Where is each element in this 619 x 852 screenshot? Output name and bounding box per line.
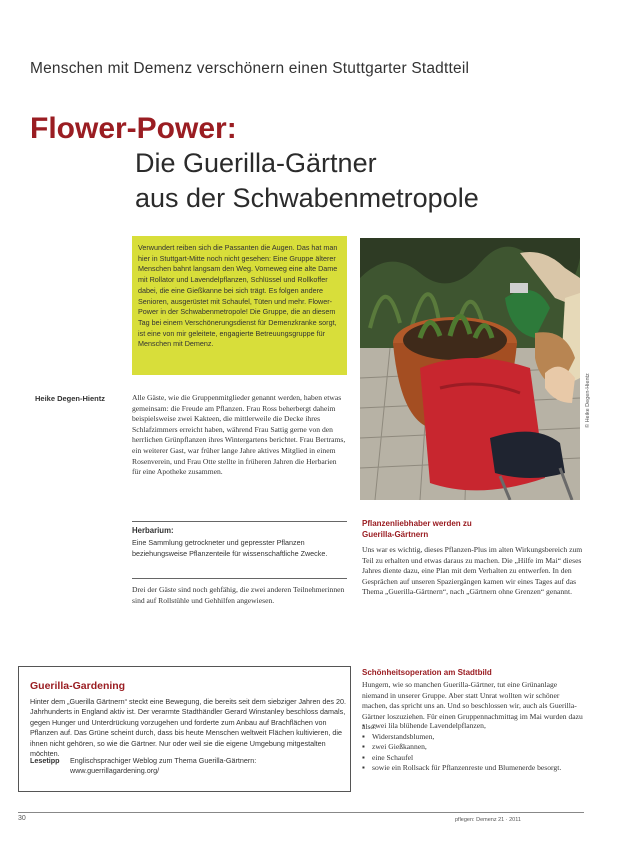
infobox-text: Hinter dem „Guerilla Gärtnern“ steckt eine Bewegung, die bereits seit dem siebziger Jahren des 20. Jahrhunderts in England aktiv ist. Der verarmte Stadthändler Gerard Winstanley beschloss damals, gegen Hunger und Unterdrückung vorzugehen und forderte zum Anbau auf Brachflächen von Pflanzen auf. Das Grüne scheint durch, dass bis heute Menschen weltweit Flächen kultivieren, die ihnen nicht gehören, so wie die Gärtner. Nur oder weil sie die eigene Umgebung mitgestalten möchten. — [30, 697, 347, 759]
page-number: 30 — [18, 815, 26, 822]
definition-bottom-rule — [132, 578, 347, 579]
article-title-line2: Die Guerilla-Gärtner — [135, 148, 377, 178]
article-title-line3: aus der Schwabenmetropole — [135, 183, 479, 213]
photo-illustration — [360, 238, 580, 500]
author-name: Heike Degen-Hientz — [35, 394, 106, 403]
body-paragraph-2: Drei der Gäste sind noch gehfähig, die zwei anderen Teilnehmerinnen sind auf Rollstühle und Gehhilfen angewiesen. — [132, 585, 345, 605]
photo-credit: © Heike Degen-Hientz — [585, 373, 591, 428]
section2-heading: Schönheitsoperation am Stadtbild — [362, 668, 492, 677]
list-item: ▪ eine Schaufel — [362, 753, 584, 764]
section2-text: Hungern, wie so manchen Guerilla-Gärtner, tut eine Grünanlage niemand in unserer Gruppe. Aber statt Unrat wollten wir schöner machen, das spricht uns an. Und so beschlossen wir, auch als Guerilla-Gärtner loszuziehen. Für einen Gruppennachmittag im Mai wurden dazu also: — [362, 680, 583, 732]
intro-text: Verwundert reiben sich die Passanten die Augen. Das hat man hier in Stuttgart-Mitte noch nicht gesehen: Eine Gruppe älterer Menschen bahnt langsam den Weg. Vorneweg eine alte Dame mit Rollator und Lavendelpflanzen, Schlüssel und Rollkoffer dabei, die eine Gießkanne bei sich trägt. Es folgen andere Senioren, ausgerüstet mit Schaufel, Tüten und mehr. Flower-Power in der Schwabenmetropole! Die Gruppe, die an diesem Tag bei einem Verschönerungsdienst für Demenzkranke sorgt, ist eine von mir geleitete, engagierte Betreuungsgruppe für Menschen mit Demenz. — [138, 243, 338, 349]
article-photo — [360, 238, 580, 500]
reading-tip-label: Lesetipp — [30, 756, 60, 765]
list-item: ▪ Widerstandsblumen, — [362, 732, 584, 743]
section1-heading-line2: Guerilla-Gärtnern — [362, 530, 429, 539]
article-title-line1: Flower-Power: — [30, 112, 237, 145]
intro-box — [132, 236, 347, 375]
section1-heading — [362, 518, 472, 540]
infobox-title: Guerilla-Gardening — [30, 680, 126, 692]
section1-heading-line1: Pflanzenliebhaber werden zu — [362, 519, 472, 528]
definition-text: Eine Sammlung getrockneter und gepresster Pflanzen beziehungsweise Pflanzenteile für wissenschaftliche Zwecke. — [132, 538, 328, 558]
list-item: ▪ zwei lila blühende Lavendelpflanzen, — [362, 721, 584, 732]
body-paragraph-1: Alle Gäste, wie die Gruppenmitglieder genannt werden, haben etwas gemeinsam: die Freude am Pflanzen. Frau Ross beherbergt daheim beispielsweise zwei Kakteen, die mittlerweile die Decke ihres Schlafzimmers erreicht haben, während Frau Sattig gerne von den herrlichen Grünpflanzen ihres Wintergartens berichtet. Frau Bertrams, ein weiterer Gast, war früher lange Jahre aktives Mitglied in einem Rosenverein, und Frau Otte stellte in früheren Jahren die Herbarien für eine Apotheke zusammen. — [132, 393, 346, 477]
article-kicker: Menschen mit Demenz verschönern einen Stuttgarter Stadtteil — [30, 60, 470, 77]
reading-tip-text: Englischsprachiger Weblog zum Thema Guerilla-Gärtnern: www.guerrillagardening.org/ — [70, 756, 257, 776]
section1-text: Uns war es wichtig, dieses Pflanzen-Plus im alten Wirkungsbereich zum Teil zu erhalten und etwas daraus zu machen. Die „Hilfe im Mai“ dieses Jahres diente dazu, eine Plan mit dem Verhalten zu entwerfen. In den Gesprächen auf unseren Spaziergängen kamen wir eines Tages auf das Thema „Guerilla-Gärtnern“, nach „Gärtnern ohne Grenzen“ genannt. — [362, 545, 583, 597]
list-item: ▪ sowie ein Rollsack für Pflanzenreste und Blumenerde besorgt. — [362, 763, 584, 774]
supplies-list — [362, 721, 584, 774]
magazine-footer: pflegen: Demenz 21 · 2011 — [455, 817, 521, 823]
definition-top-rule — [132, 521, 347, 522]
definition-title: Herbarium: — [132, 526, 174, 535]
list-item: ▪ zwei Gießkannen, — [362, 742, 584, 753]
footer-rule — [18, 812, 584, 813]
